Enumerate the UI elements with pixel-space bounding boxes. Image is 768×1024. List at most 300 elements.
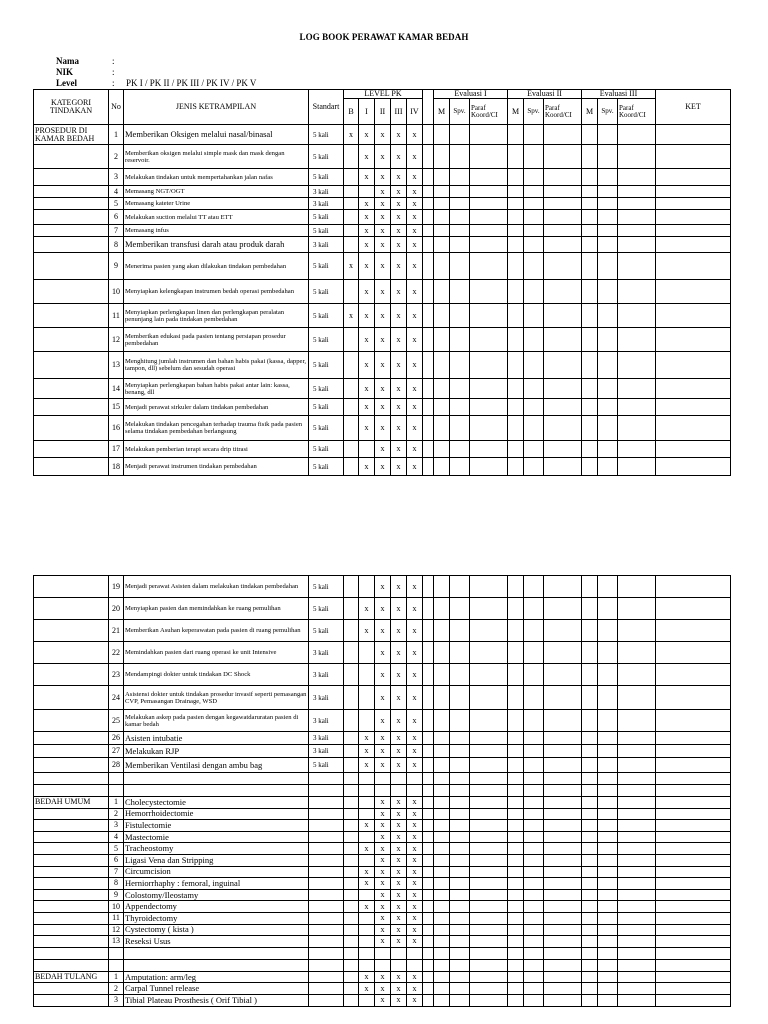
eval-m-cell[interactable] [434,399,450,416]
eval-m-cell[interactable] [434,983,450,995]
eval-paraf-cell[interactable] [544,352,582,379]
eval-paraf-cell[interactable] [470,924,508,936]
eval-m-cell[interactable] [434,642,450,664]
eval-paraf-cell[interactable] [618,686,656,710]
eval-spv-cell[interactable] [524,686,544,710]
eval-paraf-cell[interactable] [470,352,508,379]
eval-m-cell[interactable] [508,878,524,890]
eval-paraf-cell[interactable] [470,169,508,186]
eval-spv-cell[interactable] [598,785,618,797]
eval-m-cell[interactable] [582,664,598,686]
eval-paraf-cell[interactable] [544,959,582,971]
eval-spv-cell[interactable] [450,785,470,797]
eval-spv-cell[interactable] [598,866,618,878]
eval-m-cell[interactable] [434,785,450,797]
eval-spv-cell[interactable] [598,959,618,971]
eval-paraf-cell[interactable] [544,808,582,820]
eval-paraf-cell[interactable] [544,379,582,399]
eval-spv-cell[interactable] [524,328,544,352]
eval-spv-cell[interactable] [524,169,544,186]
eval-m-cell[interactable] [508,642,524,664]
eval-spv-cell[interactable] [598,889,618,901]
eval-m-cell[interactable] [434,186,450,198]
eval-paraf-cell[interactable] [618,169,656,186]
eval-m-cell[interactable] [508,732,524,745]
eval-paraf-cell[interactable] [470,198,508,210]
eval-m-cell[interactable] [508,169,524,186]
eval-spv-cell[interactable] [450,745,470,758]
eval-spv-cell[interactable] [524,820,544,832]
eval-spv-cell[interactable] [524,831,544,843]
eval-spv-cell[interactable] [524,225,544,237]
eval-spv-cell[interactable] [524,947,544,959]
eval-spv-cell[interactable] [450,854,470,866]
eval-spv-cell[interactable] [598,416,618,441]
eval-paraf-cell[interactable] [544,983,582,995]
eval-paraf-cell[interactable] [544,924,582,936]
eval-paraf-cell[interactable] [544,620,582,642]
eval-m-cell[interactable] [582,878,598,890]
eval-spv-cell[interactable] [524,379,544,399]
eval-paraf-cell[interactable] [470,971,508,983]
eval-m-cell[interactable] [434,797,450,809]
eval-m-cell[interactable] [508,210,524,225]
eval-spv-cell[interactable] [450,994,470,1006]
eval-m-cell[interactable] [508,901,524,913]
eval-m-cell[interactable] [508,686,524,710]
eval-spv-cell[interactable] [598,924,618,936]
eval-spv-cell[interactable] [524,304,544,328]
eval-spv-cell[interactable] [598,458,618,476]
eval-paraf-cell[interactable] [544,971,582,983]
eval-spv-cell[interactable] [524,936,544,948]
eval-paraf-cell[interactable] [544,416,582,441]
eval-paraf-cell[interactable] [618,620,656,642]
eval-spv-cell[interactable] [598,145,618,169]
eval-spv-cell[interactable] [450,458,470,476]
eval-spv-cell[interactable] [450,758,470,773]
eval-paraf-cell[interactable] [470,843,508,855]
eval-paraf-cell[interactable] [618,878,656,890]
eval-paraf-cell[interactable] [618,785,656,797]
eval-paraf-cell[interactable] [618,328,656,352]
eval-spv-cell[interactable] [598,328,618,352]
eval-paraf-cell[interactable] [618,843,656,855]
eval-m-cell[interactable] [582,866,598,878]
eval-m-cell[interactable] [582,901,598,913]
eval-spv-cell[interactable] [450,936,470,948]
eval-m-cell[interactable] [434,198,450,210]
eval-m-cell[interactable] [434,145,450,169]
eval-paraf-cell[interactable] [544,145,582,169]
eval-paraf-cell[interactable] [618,971,656,983]
eval-m-cell[interactable] [434,416,450,441]
eval-m-cell[interactable] [582,620,598,642]
eval-spv-cell[interactable] [598,169,618,186]
eval-paraf-cell[interactable] [618,745,656,758]
eval-paraf-cell[interactable] [618,664,656,686]
eval-paraf-cell[interactable] [618,125,656,145]
eval-spv-cell[interactable] [524,971,544,983]
eval-spv-cell[interactable] [524,732,544,745]
eval-paraf-cell[interactable] [544,576,582,598]
eval-paraf-cell[interactable] [544,253,582,280]
eval-spv-cell[interactable] [598,947,618,959]
eval-spv-cell[interactable] [450,889,470,901]
eval-spv-cell[interactable] [598,936,618,948]
eval-paraf-cell[interactable] [544,458,582,476]
eval-spv-cell[interactable] [598,732,618,745]
eval-m-cell[interactable] [582,441,598,458]
eval-m-cell[interactable] [434,971,450,983]
eval-paraf-cell[interactable] [618,797,656,809]
eval-spv-cell[interactable] [598,198,618,210]
eval-m-cell[interactable] [434,441,450,458]
eval-spv-cell[interactable] [450,820,470,832]
eval-m-cell[interactable] [582,959,598,971]
eval-m-cell[interactable] [508,866,524,878]
eval-m-cell[interactable] [582,125,598,145]
eval-spv-cell[interactable] [524,576,544,598]
eval-m-cell[interactable] [582,304,598,328]
eval-paraf-cell[interactable] [470,237,508,253]
eval-paraf-cell[interactable] [618,642,656,664]
eval-spv-cell[interactable] [598,237,618,253]
eval-m-cell[interactable] [434,328,450,352]
eval-spv-cell[interactable] [450,237,470,253]
eval-m-cell[interactable] [582,576,598,598]
eval-paraf-cell[interactable] [470,145,508,169]
eval-m-cell[interactable] [582,237,598,253]
eval-spv-cell[interactable] [524,416,544,441]
eval-spv-cell[interactable] [450,198,470,210]
eval-m-cell[interactable] [434,820,450,832]
eval-paraf-cell[interactable] [544,901,582,913]
eval-m-cell[interactable] [434,912,450,924]
eval-spv-cell[interactable] [598,186,618,198]
eval-m-cell[interactable] [508,912,524,924]
eval-spv-cell[interactable] [450,576,470,598]
eval-paraf-cell[interactable] [470,983,508,995]
eval-spv-cell[interactable] [450,797,470,809]
eval-spv-cell[interactable] [524,620,544,642]
eval-paraf-cell[interactable] [544,225,582,237]
eval-paraf-cell[interactable] [618,889,656,901]
eval-spv-cell[interactable] [450,304,470,328]
eval-m-cell[interactable] [434,710,450,732]
eval-spv-cell[interactable] [524,773,544,785]
eval-paraf-cell[interactable] [618,352,656,379]
eval-spv-cell[interactable] [598,642,618,664]
eval-spv-cell[interactable] [524,959,544,971]
eval-m-cell[interactable] [508,576,524,598]
eval-paraf-cell[interactable] [618,901,656,913]
eval-paraf-cell[interactable] [618,959,656,971]
eval-spv-cell[interactable] [450,379,470,399]
eval-spv-cell[interactable] [598,878,618,890]
eval-paraf-cell[interactable] [470,642,508,664]
eval-paraf-cell[interactable] [470,785,508,797]
eval-m-cell[interactable] [434,732,450,745]
eval-spv-cell[interactable] [524,994,544,1006]
eval-m-cell[interactable] [508,710,524,732]
eval-spv-cell[interactable] [524,145,544,169]
eval-paraf-cell[interactable] [618,576,656,598]
eval-spv-cell[interactable] [524,598,544,620]
eval-m-cell[interactable] [508,959,524,971]
eval-m-cell[interactable] [582,889,598,901]
eval-paraf-cell[interactable] [618,773,656,785]
eval-paraf-cell[interactable] [618,820,656,832]
eval-spv-cell[interactable] [450,280,470,304]
eval-spv-cell[interactable] [524,352,544,379]
eval-paraf-cell[interactable] [544,773,582,785]
eval-spv-cell[interactable] [450,878,470,890]
eval-paraf-cell[interactable] [544,328,582,352]
eval-paraf-cell[interactable] [544,441,582,458]
eval-m-cell[interactable] [508,785,524,797]
eval-spv-cell[interactable] [524,889,544,901]
eval-spv-cell[interactable] [450,808,470,820]
eval-paraf-cell[interactable] [544,994,582,1006]
eval-spv-cell[interactable] [524,866,544,878]
eval-paraf-cell[interactable] [618,866,656,878]
eval-paraf-cell[interactable] [618,831,656,843]
eval-paraf-cell[interactable] [544,169,582,186]
eval-paraf-cell[interactable] [544,843,582,855]
eval-m-cell[interactable] [582,758,598,773]
eval-m-cell[interactable] [508,936,524,948]
eval-paraf-cell[interactable] [470,854,508,866]
eval-m-cell[interactable] [508,145,524,169]
eval-m-cell[interactable] [508,664,524,686]
eval-paraf-cell[interactable] [618,994,656,1006]
eval-paraf-cell[interactable] [470,664,508,686]
eval-spv-cell[interactable] [598,620,618,642]
eval-paraf-cell[interactable] [470,959,508,971]
eval-m-cell[interactable] [508,186,524,198]
eval-paraf-cell[interactable] [618,710,656,732]
eval-paraf-cell[interactable] [470,758,508,773]
eval-paraf-cell[interactable] [544,732,582,745]
eval-m-cell[interactable] [582,399,598,416]
eval-paraf-cell[interactable] [618,280,656,304]
eval-m-cell[interactable] [434,458,450,476]
eval-paraf-cell[interactable] [544,210,582,225]
eval-m-cell[interactable] [582,773,598,785]
eval-m-cell[interactable] [508,773,524,785]
eval-paraf-cell[interactable] [470,416,508,441]
eval-spv-cell[interactable] [450,947,470,959]
eval-spv-cell[interactable] [524,808,544,820]
eval-spv-cell[interactable] [598,441,618,458]
eval-spv-cell[interactable] [598,843,618,855]
eval-paraf-cell[interactable] [618,983,656,995]
eval-spv-cell[interactable] [524,901,544,913]
eval-m-cell[interactable] [582,820,598,832]
eval-paraf-cell[interactable] [544,831,582,843]
eval-spv-cell[interactable] [450,710,470,732]
eval-paraf-cell[interactable] [544,854,582,866]
eval-m-cell[interactable] [434,924,450,936]
eval-spv-cell[interactable] [450,225,470,237]
eval-m-cell[interactable] [582,416,598,441]
eval-m-cell[interactable] [434,878,450,890]
eval-m-cell[interactable] [434,304,450,328]
eval-m-cell[interactable] [508,198,524,210]
eval-spv-cell[interactable] [598,820,618,832]
eval-paraf-cell[interactable] [470,878,508,890]
eval-paraf-cell[interactable] [470,576,508,598]
eval-m-cell[interactable] [582,225,598,237]
eval-spv-cell[interactable] [524,912,544,924]
eval-spv-cell[interactable] [598,686,618,710]
eval-m-cell[interactable] [434,169,450,186]
eval-spv-cell[interactable] [524,253,544,280]
eval-spv-cell[interactable] [598,576,618,598]
eval-m-cell[interactable] [434,936,450,948]
eval-m-cell[interactable] [434,745,450,758]
eval-paraf-cell[interactable] [544,912,582,924]
eval-m-cell[interactable] [508,379,524,399]
eval-m-cell[interactable] [508,994,524,1006]
eval-paraf-cell[interactable] [544,237,582,253]
eval-spv-cell[interactable] [598,304,618,328]
eval-spv-cell[interactable] [524,745,544,758]
eval-m-cell[interactable] [582,936,598,948]
eval-spv-cell[interactable] [598,280,618,304]
eval-paraf-cell[interactable] [470,225,508,237]
eval-m-cell[interactable] [434,237,450,253]
eval-spv-cell[interactable] [450,912,470,924]
eval-spv-cell[interactable] [450,831,470,843]
eval-spv-cell[interactable] [598,125,618,145]
eval-paraf-cell[interactable] [544,399,582,416]
eval-paraf-cell[interactable] [544,598,582,620]
eval-paraf-cell[interactable] [618,416,656,441]
eval-m-cell[interactable] [508,399,524,416]
eval-m-cell[interactable] [434,686,450,710]
eval-spv-cell[interactable] [598,912,618,924]
eval-spv-cell[interactable] [598,831,618,843]
eval-m-cell[interactable] [434,947,450,959]
eval-spv-cell[interactable] [598,971,618,983]
eval-m-cell[interactable] [582,732,598,745]
eval-spv-cell[interactable] [450,901,470,913]
eval-m-cell[interactable] [582,352,598,379]
eval-spv-cell[interactable] [598,901,618,913]
eval-paraf-cell[interactable] [470,808,508,820]
eval-paraf-cell[interactable] [618,936,656,948]
eval-paraf-cell[interactable] [618,145,656,169]
eval-spv-cell[interactable] [450,253,470,280]
eval-spv-cell[interactable] [524,843,544,855]
eval-spv-cell[interactable] [598,745,618,758]
eval-paraf-cell[interactable] [544,878,582,890]
eval-paraf-cell[interactable] [544,866,582,878]
eval-paraf-cell[interactable] [470,441,508,458]
eval-paraf-cell[interactable] [618,924,656,936]
eval-paraf-cell[interactable] [470,797,508,809]
eval-spv-cell[interactable] [450,686,470,710]
eval-m-cell[interactable] [508,971,524,983]
eval-m-cell[interactable] [582,328,598,352]
eval-m-cell[interactable] [434,620,450,642]
eval-spv-cell[interactable] [524,878,544,890]
eval-spv-cell[interactable] [598,983,618,995]
eval-m-cell[interactable] [434,210,450,225]
eval-spv-cell[interactable] [598,399,618,416]
eval-paraf-cell[interactable] [470,620,508,642]
eval-m-cell[interactable] [582,983,598,995]
eval-m-cell[interactable] [582,169,598,186]
eval-m-cell[interactable] [508,745,524,758]
eval-m-cell[interactable] [508,225,524,237]
eval-paraf-cell[interactable] [618,458,656,476]
eval-paraf-cell[interactable] [618,732,656,745]
eval-m-cell[interactable] [582,808,598,820]
eval-spv-cell[interactable] [598,854,618,866]
eval-paraf-cell[interactable] [544,198,582,210]
eval-spv-cell[interactable] [524,458,544,476]
eval-spv-cell[interactable] [598,352,618,379]
eval-m-cell[interactable] [508,983,524,995]
eval-spv-cell[interactable] [524,210,544,225]
eval-paraf-cell[interactable] [544,664,582,686]
eval-spv-cell[interactable] [524,280,544,304]
eval-spv-cell[interactable] [450,399,470,416]
eval-m-cell[interactable] [582,186,598,198]
eval-spv-cell[interactable] [524,664,544,686]
eval-paraf-cell[interactable] [544,686,582,710]
eval-m-cell[interactable] [434,125,450,145]
eval-m-cell[interactable] [434,280,450,304]
eval-spv-cell[interactable] [524,924,544,936]
eval-paraf-cell[interactable] [470,773,508,785]
eval-m-cell[interactable] [582,598,598,620]
eval-m-cell[interactable] [508,125,524,145]
eval-spv-cell[interactable] [450,866,470,878]
eval-paraf-cell[interactable] [544,820,582,832]
eval-spv-cell[interactable] [598,808,618,820]
eval-paraf-cell[interactable] [618,399,656,416]
eval-spv-cell[interactable] [524,399,544,416]
eval-paraf-cell[interactable] [470,379,508,399]
eval-paraf-cell[interactable] [618,186,656,198]
eval-paraf-cell[interactable] [618,441,656,458]
eval-spv-cell[interactable] [450,416,470,441]
eval-paraf-cell[interactable] [470,936,508,948]
eval-m-cell[interactable] [434,901,450,913]
eval-paraf-cell[interactable] [544,280,582,304]
eval-spv-cell[interactable] [450,186,470,198]
eval-paraf-cell[interactable] [470,125,508,145]
eval-paraf-cell[interactable] [618,758,656,773]
eval-m-cell[interactable] [582,198,598,210]
eval-m-cell[interactable] [508,237,524,253]
eval-paraf-cell[interactable] [470,710,508,732]
eval-spv-cell[interactable] [450,773,470,785]
eval-spv-cell[interactable] [524,642,544,664]
eval-m-cell[interactable] [434,889,450,901]
eval-m-cell[interactable] [508,843,524,855]
eval-m-cell[interactable] [508,304,524,328]
eval-spv-cell[interactable] [450,328,470,352]
eval-paraf-cell[interactable] [618,947,656,959]
eval-paraf-cell[interactable] [544,745,582,758]
eval-m-cell[interactable] [582,854,598,866]
eval-m-cell[interactable] [434,253,450,280]
